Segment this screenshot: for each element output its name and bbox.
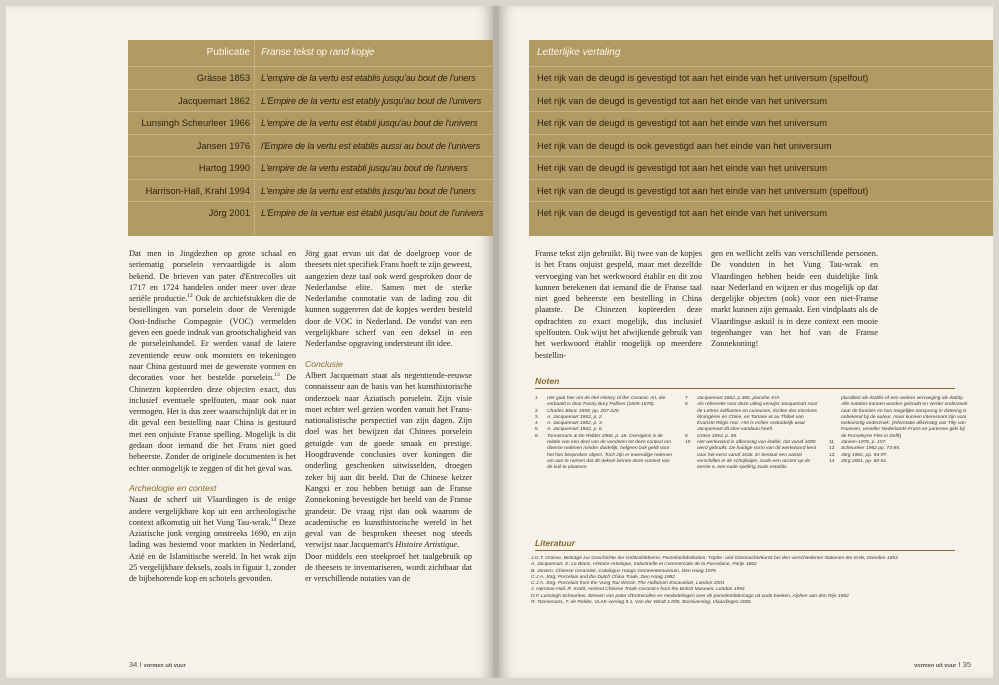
literature-entry: B. Jansen, Chinese Ceramiek, Catalogus Haags Gemeentemuseum, Den Haag 1976 [531, 568, 716, 574]
note-item [829, 396, 969, 440]
footnote-ref: 14 [270, 517, 277, 524]
publication-cell: Jörg 2001 [208, 208, 250, 218]
note-item [535, 434, 675, 472]
table-row [128, 156, 493, 180]
table-row [529, 89, 993, 113]
header-french-text: Franse tekst op rand kopje [261, 47, 375, 58]
text: . [457, 540, 460, 550]
note-text: A. Jacquemart 1862, p. 6. [547, 427, 604, 433]
french-text-cell: L'empire de la vertu est etablis jusqu'au bout de l'uners [261, 185, 476, 196]
footnote-ref: 12 [187, 293, 193, 300]
folio-separator: I [958, 660, 961, 669]
note-number: 1 [535, 396, 538, 401]
note-item [685, 402, 821, 433]
note-number [829, 396, 841, 440]
note-text: Het gaat hier om de titel History of the Ceramic Art, die verbaald is door Fanny Bury Palliser (1805-1878). [547, 396, 666, 408]
note-number: 4 [535, 421, 538, 427]
note-text: Het werkwoord is afkomstig van établir, dat vanaf 1080 werd gebruikt. De huidige vorm van dit werkwoord kent voor het eerst vanaf 1636. Er bestaat een aantal verschillen in de schrijfwijze, zoals een accent op de eerste e, een oude spelling zoals establis. [697, 440, 817, 471]
notes-column-2 [685, 396, 821, 472]
table-row [128, 179, 493, 203]
translation-cell: Het rijk van de deugd is gevestigd tot aan het einde van het universum [537, 118, 827, 128]
note-number: 12 [829, 446, 835, 452]
notes-column-1 [535, 396, 675, 472]
left-page [6, 6, 493, 678]
publication-cell: Grässe 1853 [196, 73, 250, 83]
note-item [829, 459, 969, 465]
note-number: 7 [685, 396, 688, 401]
translation-cell: Het rijk van de deugd is ook gevestigd aan het einde van het universum [537, 140, 832, 151]
table-row [529, 111, 993, 135]
note-number: 8 [685, 402, 688, 408]
literature-entry: C.J.A. Jörg, Porcelain from the Vung Tau Wreck. The Hallstrom Excavation, London 2001 [531, 581, 725, 587]
literature-entry: D.F. Lunsingh Scheurleer, Brieven van pater d'Entrecolles en mededelingen over de porseleinfabricage uit oude boeken, Alphen aan den Rijn 1982 [531, 593, 849, 599]
french-text-cell: L'Empire de la vertu est etably jusqu'au bout de l'univers [261, 95, 482, 106]
header-publication: Publicatie [206, 47, 250, 58]
note-item [535, 396, 675, 409]
translation-cell: Het rijk van de deugd is gevestigd tot aan het einde van het universum (spelfout) [537, 185, 869, 196]
publication-cell: Jacquemart 1862 [178, 95, 250, 106]
text: Dat men in Jingdezhen op grote schaal en seriematig porselein vervaardigde is alom bekend. De brieven van pater d'Entrecolles uit 1717 en 1724 handelen onder meer over deze seriële productie. [129, 249, 296, 304]
literature-entry: J.G.T. Grässe, Beiträge zur Geschichte der Gefässbildnerei, Porzellanfabrikation, Töpfer- und Glasmacherkunst bei den verschiedenen Nationen der Erde, Dresden 1853 [531, 556, 898, 561]
notes-heading: Noten [535, 376, 560, 386]
note-text: Tonnemans & De Ridder 2006, p. 18. Overigens is de relatie van een deel van de vondsten tot deze context om diverse redenen minder duidelijk, helgeen ook geldt voor het hier besproken object. Toch zijn er inwendige redenen om aan te nemen dat dit deksel binnen deze context van de kuil te plaatsen. [547, 433, 673, 471]
publication-cell: Jansen 1976 [196, 140, 250, 151]
french-text-cell: L'empire de la vertu establi jusqu'au bout de l'univers [261, 163, 468, 173]
page-number: 34 [129, 660, 138, 669]
table-row [529, 156, 993, 180]
text: Deze Aziatische jonk verging omstreeks 1690, en zijn lading was bestemd voor markten in Nederland, Azië en de Islamitische wereld. In het wrak zijn 25 vergelijkbare deksels, zoals in figuur 1, zonder de bijbehorende kop en schotels gevonden. [129, 517, 296, 584]
literature-rule [535, 550, 955, 551]
header-literal-translation: Letterlijke vertaling [537, 47, 621, 58]
note-number: 2 [535, 408, 538, 414]
note-text: Jacquemart 1862, p.386, planche XVI. [697, 396, 781, 401]
note-text: Scheurleer 1982 pp. 73-85. [841, 446, 901, 452]
magazine-name: vormen uit vuur [914, 663, 957, 669]
book-title: Histoire Artistique [395, 540, 458, 550]
note-text: Jörg 1982, pp. 94-97. [841, 452, 888, 458]
translation-cell: Het rijk van de deugd is gevestigd tot aan het einde van het universum [537, 95, 827, 106]
literature-heading: Literatuur [535, 538, 576, 548]
literature-entry: J. Harrison-Hall, R. Krahl, Ancient Chinese Trade Ceramics from the British Museum, London 1994 [531, 587, 745, 593]
french-text-cell: L'empire de la vertu est établi jusqu'au bout de l'univers [261, 118, 478, 128]
notes-rule [535, 388, 955, 389]
note-number: 11 [829, 440, 835, 446]
literature-entry: R. Tonnemans, T. de Ridder, VLAK-verslag 9.1, Van der Windt 1.095, Bossiverslag, Vlaardingen 2006 [531, 600, 751, 606]
table-row [128, 111, 493, 135]
table-row [529, 201, 993, 225]
french-text-cell: L'empire de la vertu est etablis jusqu'au bout de l'uners [261, 73, 476, 83]
left-column-2 [305, 248, 472, 585]
note-number: 10 [685, 440, 691, 446]
section-heading: Archeologie en context [129, 482, 217, 493]
note-number: 9 [685, 433, 688, 439]
text: De Chinezen kopieerden deze objecten exact, dus inclusief eventuele spelfouten, maar ook naar vermogen. Het is dus zeer waarschijnlijk dat er in dit geval een bestelling naar China is gestuurd met een onjuiste Franse spelling. Mogelijk is dit gedaan door iemand die het Frans niet goed beheerste. Zonder de originele documenten is het echter onmogelijk te zeggen of dit het geval was. [129, 373, 296, 473]
paragraph: Jörg gaat ervan uit dat de doelgroep voor de theesets niet specifiek Frans hoeft te zijn geweest, aangezien deze taal ook werd gesproken door de Nederlandse elite. Samen met de sterke Nederlandse connotatie van de lading zou dit kunnen suggereren dat de kopjes werden besteld door de VOC in Nederland. De vondst van een vergelijkbare scherf van een deksel in een Nederlandse opgraving ondersteunt dit idee. [305, 249, 472, 349]
paragraph [129, 248, 296, 474]
translation-cell: Het rijk van de deugd is gevestigd tot aan het einde van het universum [537, 163, 827, 173]
table-header [128, 40, 493, 66]
note-number: 13 [829, 452, 835, 458]
french-text-cell: L'Empire de la vertue est établi jusqu'au bout de l'univers [261, 208, 484, 218]
note-text: A. Jacquemart 1862, p. 2. [547, 414, 604, 420]
folio-separator: I [139, 660, 142, 669]
note-text: pluraliteit als établis of een andere vervoeging als étably. Alle notaties kunnen worden gebruikt en verder onderzoek naar de functies en hun mogelijke oorsprong in datering is onbekend bij de auteur, maar kunnen interessant zijn voor toekomstig onderzoek. (Informatie afkomstig van Tilly van Paassen, verteller Nederlands-Frans en partenne gids bij de Porseleyne Fles in Delft) [841, 396, 968, 439]
note-item [685, 440, 821, 471]
table-row [529, 179, 993, 203]
note-number: 14 [829, 458, 835, 464]
magazine-name: vormen uit vuur [143, 663, 186, 669]
text: Ook de archiefstukken die de bestellingen van porselein door de Verenigde Oost-Indische Compagnie (VOC) vermelden geven een goede indruk van grootschaligheid van de porseleinhandel. Er werden vanaf de latere zeventiende eeuw ook monsters en tekeningen naar China gestuurd met de gewenste vormen en decoraties voor het bestelde porselein. [129, 294, 297, 383]
literature-entry: C.J.A. Jörg, Porcelain and the Dutch China Trade, Den Haag 1982 [531, 574, 675, 580]
text: Albert Jacquemart staat als negentiende-eeuwse connaisseur aan de basis van het kunsthistorische onderzoek naar Aziatisch porselein. Zijn visie moet echter wel gezien worden vanuit het Frans-nationalistische perspectief van zijn dagen. Zijn doel was het bewijzen dat Chinees porselein getuigde van de goede smaak en prestige. Hoogdravende conclusies over koningen die onderling geschenken uitwisselden, droegen zeker bij aan dit beeld. Dat de Chinese keizer Kangxi er zou hebben betuigt aan de Franse Zonnekoning bevestigde het beeld van de Franse grandeur. De vraag rijst dan ook waarom de academische en kunsthistorische wereld in het geval van de besproken theeset nog steeds verwijst naar Jacquemart's [305, 370, 472, 550]
translation-cell: Het rijk van de deugd is gevestigd tot aan het einde van het universum [537, 208, 827, 218]
table-row [529, 134, 993, 158]
table-row [128, 201, 493, 225]
note-number: 3 [535, 414, 538, 420]
right-column-2 [711, 248, 878, 350]
translation-cell: Het rijk van de deugd is gevestigd tot aan het einde van het universum (spelfout) [537, 73, 869, 83]
table-row [128, 66, 493, 90]
note-text: Als referentie voor deze uitleg verwijst Jacquemart naar de Lettres édifiantes en curieuses, écrites des missions étrangères en Chine, en Tartarie et au Thibet van Évariste Régis Huc. Het is echter onduidelijk waar Jacquemart dit idee vandaan heeft. [697, 402, 818, 433]
table-left-half [128, 40, 493, 236]
section-heading: Conclusie [305, 358, 343, 369]
folio-right [914, 660, 971, 669]
paragraph: gen en wellicht zelfs van verschillende personen. De vondsten in het Vung Tau-wrak en Vlaardingen hebben beide een duidelijke link naar Nederland en wijzen er dus mogelijk op dat dergelijke objecten (ook) voor een niet-Franse markt kunnen zijn gemaakt. Een vindplaats als de Vlaardingse askuil is in deze context een mooie tegenhanger van het hof van de Franse Zonnekoning! [711, 249, 878, 349]
note-number: 5 [535, 427, 538, 433]
note-text: Gräse 1853, p. 85. [697, 433, 738, 439]
table-row [128, 134, 493, 158]
paragraph [305, 370, 472, 551]
paragraph [129, 494, 296, 584]
left-column-1 [129, 248, 296, 585]
table-row [128, 89, 493, 113]
text: Naast de scherf uit Vlaardingen is de enige andere vergelijkbare kop uit een archeologische context afkomstig uit het Vung Tau-wrak. [129, 495, 296, 527]
table-right-half [529, 40, 993, 236]
french-text-cell: l'Empire de la vertu est etablis aussi au bout de l'univers [261, 140, 481, 151]
footnote-ref: 13 [274, 372, 280, 379]
publication-cell: Hartog 1990 [198, 163, 250, 173]
note-text: Charles Blanc 1859, pp. 207-220. [547, 408, 620, 414]
table-header [529, 40, 993, 66]
publication-cell: Lunsingh Scheurleer 1966 [141, 118, 250, 128]
paragraph: Door middels een steekproef het taalgebruik op de theesets te inventariseren, wordt zichtbaar dat er verschillende notaties van de [305, 551, 472, 584]
literature-list [531, 556, 961, 606]
publication-cell: Harrison-Hall, Krahl 1994 [145, 185, 250, 196]
folio-left [129, 660, 186, 669]
note-text: A. Jacquemart 1862, p. 3. [547, 421, 604, 427]
right-page [499, 6, 993, 678]
note-number: 6 [535, 433, 538, 439]
table-row [529, 66, 993, 90]
note-text: Jörg 2001, pp. 60-61. [841, 458, 888, 464]
literature-entry: A. Jacquemart, E. Le Blanc, Histoire Artistique, Industrielle et Commerciale de la Porcelaine, Parijs 1862 [531, 562, 757, 568]
paragraph: Franse tekst zijn gebruikt. Bij twee van de kopjes is het Frans onjuist gespeld, maar met dezelfde vervoeging van het werkwoord établir en dit zou kunnen betekenen dat iemand die de Franse taal niet goed beheerste een bestelling in China plaatste. De Chinezen kopieerden deze opdrachten zo exact mogelijk, dus inclusief spelfouten. Ook wijst het afwijkende gebruik van het werkwoord établir mogelijk op meerdere bestellin- [535, 249, 702, 360]
note-text: Jansen 1976, p. 157. [841, 440, 887, 446]
right-column-1 [535, 248, 702, 361]
page-number: 35 [962, 660, 971, 669]
notes-column-3 [829, 396, 969, 465]
